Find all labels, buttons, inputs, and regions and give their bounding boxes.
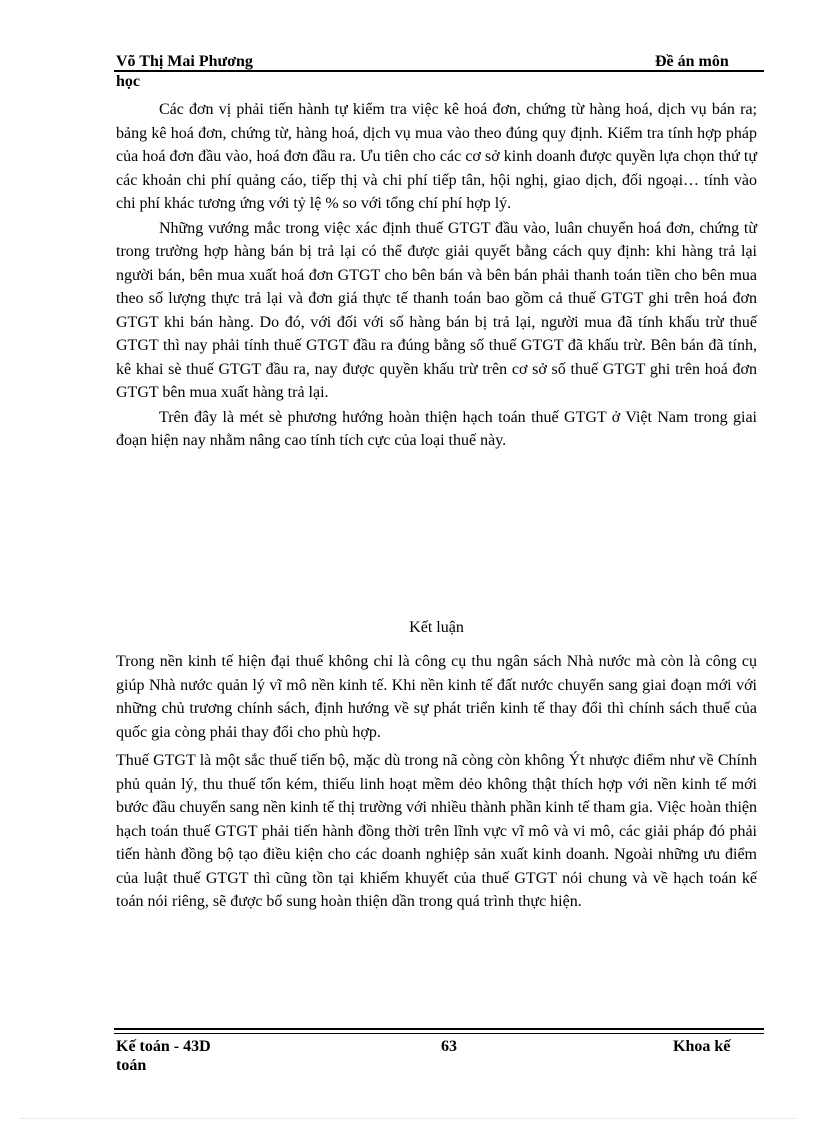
footer-left-wrap: toán bbox=[116, 1057, 147, 1074]
body-section-1 bbox=[116, 98, 757, 453]
footer-rule-bottom bbox=[114, 1033, 764, 1034]
header-course: Đề án môn bbox=[655, 53, 729, 70]
paragraph-3: Trên đây là mét sè phương hướng hoàn thiện hạch toán thuế GTGT ở Việt Nam trong giai đoạn hiện nay nhằm nâng cao tính tích cực của loại thuế này. bbox=[116, 408, 757, 449]
footer-left: Kế toán - 43D bbox=[116, 1038, 211, 1055]
page-edge-dots bbox=[20, 1118, 796, 1119]
page-number: 63 bbox=[441, 1038, 457, 1055]
footer-rule-top bbox=[114, 1028, 764, 1030]
header-author: Võ Thị Mai Phương bbox=[116, 53, 253, 70]
paragraph-4: Trong nền kinh tế hiện đại thuế không chỉ là công cụ thu ngân sách Nhà nước mà còn là công cụ giúp Nhà nước quản lý vĩ mô nền kinh tế. Khi nền kinh tế đất nước chuyển sang giai đoạn mới với những chủ trương chính sách, định hướng về sự phát triển kinh tế thay đổi thì chính sách thuế của quốc gia còng phải thay đổi cho phù hợp. bbox=[116, 653, 757, 741]
footer-right: Khoa kế bbox=[673, 1038, 731, 1055]
header-rule bbox=[114, 70, 764, 72]
paragraph-1: Các đơn vị phải tiến hành tự kiểm tra việc kê hoá đơn, chứng từ hàng hoá, dịch vụ bán ra; bảng kê hoá đơn, chứng từ, hàng hoá, dịch vụ mua vào theo đúng quy định. Kiểm tra tính hợp pháp của hoá đơn đầu vào, hoá đơn đầu ra. Ưu tiên cho các cơ sở kinh doanh được quyền lựa chọn thứ tự các khoản chi phí quảng cáo, tiếp thị và chi phí tiếp tân, hội nghị, giao dịch, đối ngoại… tính vào chi phí khác tương ứng với tỷ lệ % so với tổng chí phí hợp lý. bbox=[116, 101, 757, 212]
paragraph-2: Những vướng mắc trong việc xác định thuế GTGT đầu vào, luân chuyển hoá đơn, chứng từ trong trường hợp hàng bán bị trả lại có thể được giải quyết bằng cách quy định: khi hàng trả lại người bán, bên mua xuất hoá đơn GTGT cho bên bán và bên bán phải thanh toán tiền cho bên mua theo số lượng thực trả lại và đơn giá thực tế thanh toán bao gồm cả thuế GTGT ghi trên hoá đơn GTGT khi bán hàng. Do đó, với đối với số hàng bán bị trả lại, người mua đã tính khấu trừ thuế GTGT thì nay phải tính thuế GTGT đầu ra đúng bằng số thuế GTGT đã khấu trừ. Bên bán đã tính, kê khai sè thuế GTGT đầu ra, nay được quyền khấu trừ trên cơ sở số thuế GTGT ghi trên hoá đơn GTGT bên mua xuất hàng trả lại. bbox=[116, 219, 757, 401]
paragraph-5: Thuế GTGT là một sắc thuế tiến bộ, mặc dù trong nã còng còn không Ýt nhược điểm như về Chính phủ quản lý, thu thuế tốn kém, thiếu linh hoạt mềm dẻo không thật thích hợp với nền kinh tế mới bước đầu chuyển sang nền kinh tế thị trường với nhiều thành phần kinh tế tham gia. Việc hoàn thiện hạch toán thuế GTGT phải tiến hành đồng thời trên lĩnh vực vĩ mô và vi mô, các giải pháp đó phải tiến hành đồng bộ tạo điều kiện cho các doanh nghiệp sản xuất kinh doanh. Ngoài những ưu điểm của luật thuế GTGT thì cũng tồn tại khiếm khuyết của thuế GTGT nói chung và về hạch toán kế toán nói riêng, sẽ được bổ sung hoàn thiện dần trong quá trình thực hiện. bbox=[116, 752, 757, 910]
header-course-wrap: học bbox=[116, 73, 140, 90]
body-section-2 bbox=[116, 650, 757, 914]
conclusion-title: Kết luận bbox=[409, 619, 464, 636]
